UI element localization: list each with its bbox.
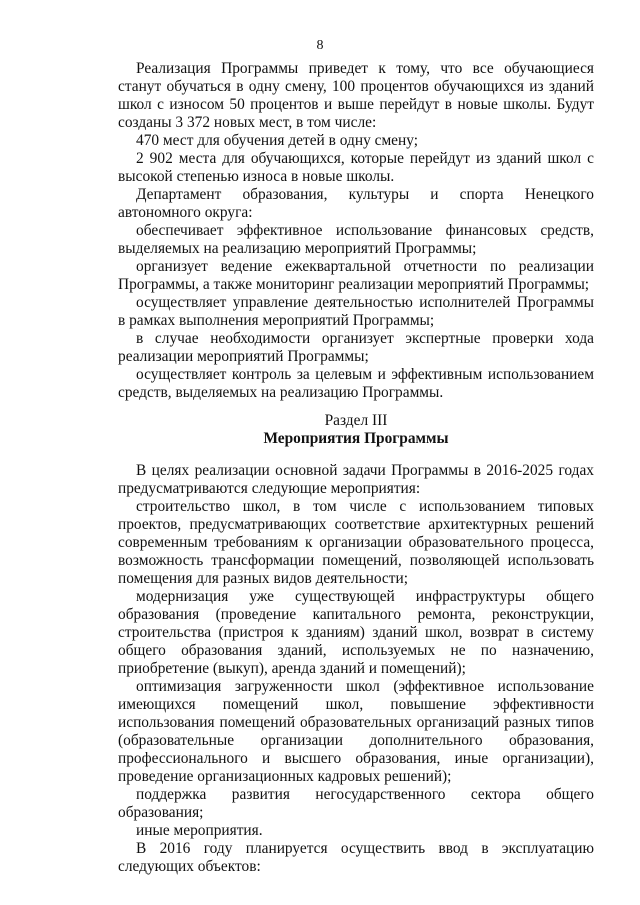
paragraph: в случае необходимости организует экспертные проверки хода реализации мероприятий Программы; xyxy=(118,330,594,365)
paragraph: осуществляет контроль за целевым и эффективным использованием средств, выделяемых на реализацию Программы. xyxy=(118,366,594,401)
intro-text-block xyxy=(118,60,594,402)
paragraph: В 2016 году планируется осуществить ввод в эксплуатацию следующих объектов: xyxy=(118,840,594,875)
page-number: 8 xyxy=(316,38,324,53)
paragraph: Департамент образования, культуры и спорта Ненецкого автономного округа: xyxy=(118,186,594,221)
paragraph: организует ведение ежеквартальной отчетности по реализации Программы, а также мониторинг реализации мероприятий Программы; xyxy=(118,258,594,293)
paragraph: 470 мест для обучения детей в одну смену; xyxy=(136,132,419,149)
paragraph: обеспечивает эффективное использование финансовых средств, выделяемых на реализацию мероприятий Программы; xyxy=(118,222,594,257)
paragraph: 2 902 места для обучающихся, которые перейдут из зданий школ с высокой степенью износа в новые школы. xyxy=(118,150,594,185)
paragraph: оптимизация загруженности школ (эффективное использование имеющихся помещений школ, повышение эффективности использования помещений образовательных организаций разных типов (образовательные организации дополнительного образования, профессионального и высшего образования, иные организации), проведение организационных кадровых решений); xyxy=(118,678,594,785)
paragraph: В целях реализации основной задачи Программы в 2016-2025 годах предусматриваются следующие мероприятия: xyxy=(118,462,594,497)
paragraph: строительство школ, в том числе с использованием типовых проектов, предусматривающих соответствие архитектурных решений современным требованиям к организации образовательного процесса, возможность трансформации помещений, позволяющей использовать помещения для разных видов деятельности; xyxy=(118,498,594,587)
paragraph: осуществляет управление деятельностью исполнителей Программы в рамках выполнения мероприятий Программы; xyxy=(118,294,594,329)
paragraph: модернизация уже существующей инфраструктуры общего образования (проведение капитального ремонта, реконструкции, строительства (пристроя к зданиям) зданий школ, возврат в систему общего образования зданий, используемых не по назначению, приобретение (выкуп), аренда зданий и помещений); xyxy=(118,588,594,677)
section-text-block xyxy=(118,462,594,876)
section-label: Раздел III xyxy=(324,412,388,429)
paragraph: поддержка развития негосударственного сектора общего образования; xyxy=(118,786,594,821)
paragraph: иные мероприятия. xyxy=(136,822,263,839)
paragraph: Реализация Программы приведет к тому, что все обучающиеся станут обучаться в одну смену, 100 процентов обучающихся из зданий школ с износом 50 процентов и выше перейдут в новые школы. Будут созданы 3 372 новых мест, в том числе: xyxy=(118,60,594,131)
section-heading xyxy=(118,412,594,448)
section-title: Мероприятия Программы xyxy=(263,430,449,447)
